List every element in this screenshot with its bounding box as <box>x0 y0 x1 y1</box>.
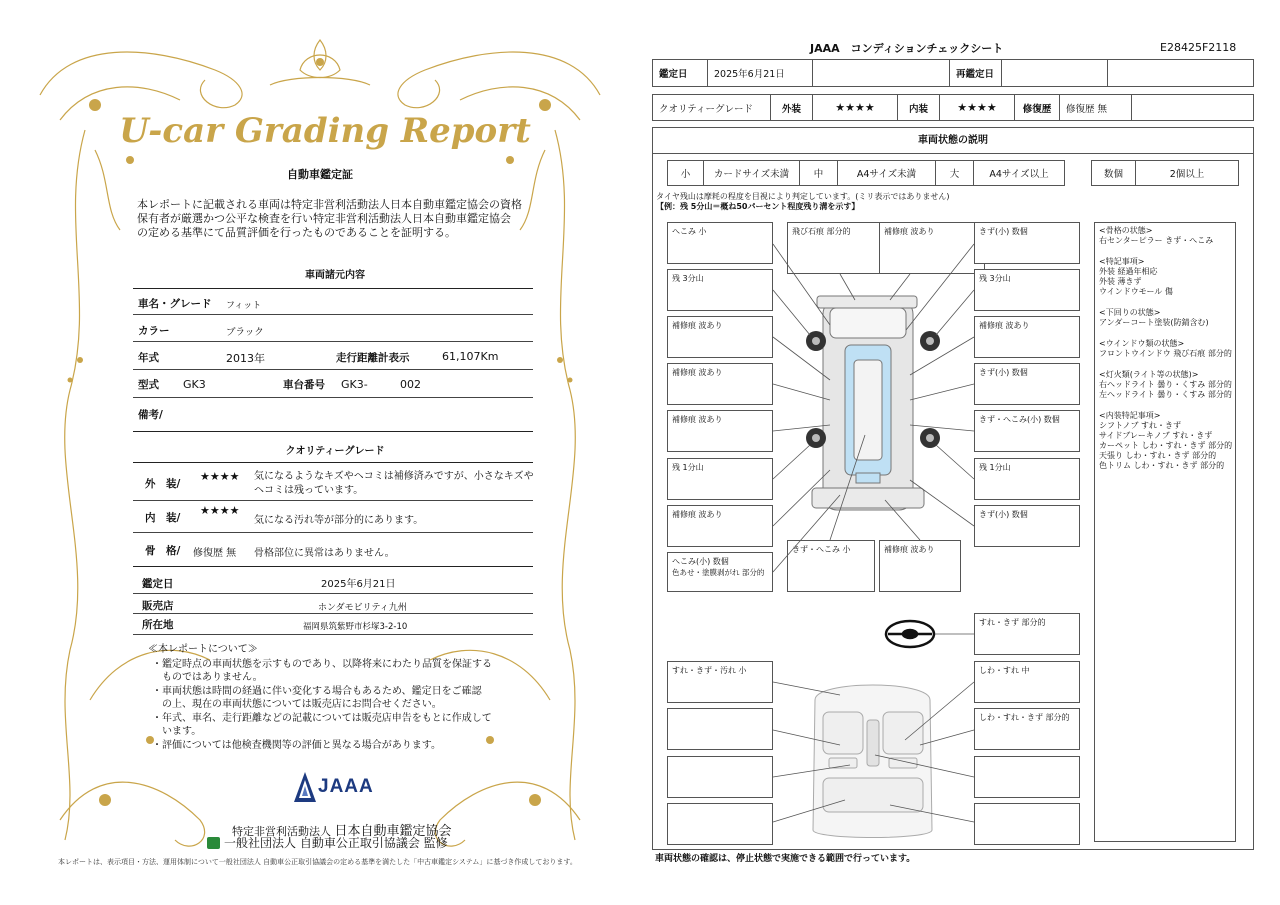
frame-value: 修復歴 無 <box>193 548 237 559</box>
interior-box: すれ・きず・汚れ 小 <box>667 661 773 703</box>
ext-label: 外装 <box>771 95 813 120</box>
note-group-interior: <内装特記事項> シフトノブ すれ・きず サイドブレーキノブ すれ・きず カーペット しわ・すれ・きず 部分的 天張り しわ・すれ・きず 部分的 色トリム しわ・すれ・きず 部分的 <box>1099 411 1233 470</box>
year-value: 2013年 <box>226 352 265 365</box>
divider <box>133 500 533 501</box>
note-group-special: <特記事項> 外装 経過年相応 外装 薄きず ウインドウモール 傷 <box>1099 257 1173 296</box>
frame-description: 骨格部位に異常はありません。 <box>254 548 395 559</box>
divider <box>133 397 533 398</box>
color-label: カラー <box>138 325 170 337</box>
size-legend <box>667 160 1065 186</box>
damage-box: 補修痕 波あり <box>879 222 985 274</box>
chassis-value: GK3- <box>341 378 368 391</box>
interior-label: 内 装/ <box>145 512 181 524</box>
sheet-footer: 車両状態の確認は、停止状態で実施できる範囲で行っています。 <box>655 854 916 864</box>
name-value: フィット <box>226 301 262 311</box>
legend-medium: 中 <box>800 161 838 185</box>
interior-box <box>974 803 1080 845</box>
damage-box: 補修痕 波あり <box>667 505 773 547</box>
svg-text:U-car Grading Report: U-car Grading Report <box>119 111 531 151</box>
exterior-stars: ★★★★ <box>200 470 240 483</box>
divider <box>133 431 533 432</box>
divider <box>133 593 533 594</box>
exterior-description: 気になるようなキズやヘコミは補修済みですが、小さなキズや ヘコミは残っています。 <box>254 471 534 496</box>
int-stars: ★★★★ <box>940 95 1015 120</box>
date-label: 鑑定日 <box>653 60 708 86</box>
address-value: 福岡県筑紫野市杉塚3-2-10 <box>303 622 408 632</box>
note-group-frame: <骨格の状態> 右センターピラー きず・へこみ <box>1099 226 1214 245</box>
legend-count: 数個 <box>1092 161 1136 185</box>
interior-box: しわ・すれ・きず 部分的 <box>974 708 1080 750</box>
repair-value: 修復歴 無 <box>1060 95 1132 120</box>
vehicle-section-title: 車両諸元内容 <box>305 270 365 281</box>
sheet-id: E28425F2118 <box>1160 41 1237 54</box>
note-group-underbody: <下回りの状態> アンダーコート塗装(防錆含む) <box>1099 308 1209 327</box>
quality-section-title: クオリティーグレード <box>285 446 385 457</box>
divider <box>133 341 533 342</box>
model-label: 型式 <box>138 379 159 391</box>
damage-box: へこみ(小) 数個 色あせ・塗膜剥がれ 部分的 <box>667 552 773 592</box>
repair-blank <box>1132 95 1253 120</box>
divider <box>133 566 533 567</box>
panel-title: 車両状態の説明 <box>653 128 1253 154</box>
damage-box: きず・へこみ(小) 数個 <box>974 410 1080 452</box>
dealer-label: 販売店 <box>142 600 174 612</box>
damage-box: 補修痕 波あり <box>667 410 773 452</box>
mileage-value: 61,107Km <box>442 350 499 363</box>
appraisal-date-value: 2025年6月21日 <box>321 579 396 590</box>
interior-description: 気になる汚れ等が部分的にあります。 <box>254 515 424 526</box>
divider <box>133 288 533 289</box>
jaaa-logo: JAAA <box>290 768 380 804</box>
chassis-suffix: 002 <box>400 378 421 391</box>
interior-box <box>974 756 1080 798</box>
certificate-intro: 本レポートに記載される車両は特定非営利活動法人日本自動車鑑定協会の資格 保有者が厳選かつ公平な検査を行い特定非営利活動法人日本自動車鑑定協会 の定める基準にて品質評価を行ったものであることを証明する。 <box>137 198 522 239</box>
date-row <box>652 59 1254 87</box>
reappraisal-blank <box>1108 60 1253 86</box>
interior-box <box>667 803 773 845</box>
jaaa-emblem-icon <box>292 770 318 804</box>
legend-small-desc: カードサイズ未満 <box>704 161 800 185</box>
damage-box: 補修痕 波あり <box>667 363 773 405</box>
damage-box: きず(小) 数個 <box>974 505 1080 547</box>
reappraisal-value <box>1002 60 1108 86</box>
legend-small: 小 <box>668 161 704 185</box>
divider <box>133 532 533 533</box>
note-group-windows: <ウインドウ類の状態> フロントウインドウ 飛び石痕 部分的 <box>1099 339 1232 358</box>
interior-box: すれ・きず 部分的 <box>974 613 1080 655</box>
tire-box: 残 3分山 <box>974 269 1080 311</box>
interior-box <box>667 756 773 798</box>
ext-stars: ★★★★ <box>813 95 898 120</box>
damage-box: きず・へこみ 小 <box>787 540 875 592</box>
dealer-value: ホンダモビリティ九州 <box>318 603 407 613</box>
remarks-label: 備考/ <box>138 409 163 421</box>
certificate-subtitle: 自動車鑑定証 <box>287 168 353 181</box>
damage-box: 補修痕 波あり <box>667 316 773 358</box>
tire-box: 残 1分山 <box>974 458 1080 500</box>
grade-label: クオリティーグレード <box>653 95 771 120</box>
damage-box: きず(小) 数個 <box>974 222 1080 264</box>
mileage-label: 走行距離計表示 <box>336 352 410 364</box>
tire-note: タイヤ残山は摩耗の程度を目視により判定しています。(ミリ表示ではありません) 【例：残 5分山＝概ね50パーセント程度残り溝を示す】 <box>656 192 950 211</box>
interior-stars: ★★★★ <box>200 504 240 517</box>
reappraisal-label: 再鑑定日 <box>950 60 1002 86</box>
address-label: 所在地 <box>142 619 174 631</box>
fair-trade-council-icon <box>207 837 220 849</box>
damage-box: 補修痕 波あり <box>879 540 961 592</box>
grade-row <box>652 94 1254 121</box>
divider <box>133 634 533 635</box>
repair-label: 修復歴 <box>1015 95 1060 120</box>
frame-label: 骨 格/ <box>145 545 181 557</box>
exterior-label: 外 装/ <box>145 478 181 490</box>
legend-large: 大 <box>936 161 974 185</box>
damage-box: きず(小) 数個 <box>974 363 1080 405</box>
divider <box>133 462 533 463</box>
legend-large-desc: A4サイズ以上 <box>989 169 1049 180</box>
divider <box>133 613 533 614</box>
chassis-label: 車台番号 <box>283 379 325 391</box>
supervising-org: 一般社団法人 自動車公正取引協議会 監修 <box>207 834 448 851</box>
tire-box: 残 1分山 <box>667 458 773 500</box>
interior-box <box>667 708 773 750</box>
association-name: 特定非営利活動法人 日本自動車鑑定協会 <box>232 824 452 839</box>
date-blank <box>813 60 950 86</box>
color-value: ブラック <box>226 327 264 338</box>
ucar-grading-report-logo <box>119 100 531 162</box>
appraisal-date-label: 鑑定日 <box>142 578 174 590</box>
tire-box: 残 3分山 <box>667 269 773 311</box>
damage-box: へこみ 小 <box>667 222 773 264</box>
condition-check-sheet <box>640 0 1280 905</box>
legend-medium-desc: A4サイズ未満 <box>838 161 936 185</box>
sheet-title: JAAA コンディションチェックシート <box>810 42 1004 55</box>
int-label: 内装 <box>898 95 940 120</box>
divider <box>133 369 533 370</box>
report-notes: ≪本レポートについて≫ ・鑑定時点の車両状態を示すものであり、以降将来にわたり品質を保証する ものではありません。 ・車両状態は時間の経過に伴い変化する場合もあるため、鑑定日をご確認 の上、現在の車両状態については販売店にお問合せください。 ・年式、車名、走行距離などの記載については販売店申告をもとに作成して います。 ・評価については他検査機関等の評価と異なる場合があります。 <box>148 644 492 751</box>
year-label: 年式 <box>138 352 159 364</box>
date-value: 2025年6月21日 <box>708 60 813 86</box>
legend-count-desc: 2個以上 <box>1169 169 1205 180</box>
model-value: GK3 <box>183 378 206 391</box>
damage-box: 飛び石痕 部分的 <box>787 222 893 274</box>
name-label: 車名・グレード <box>138 298 212 310</box>
divider <box>133 314 533 315</box>
certificate-footnote: 本レポートは、表示項目・方法、運用体制について一般社団法人 自動車公正取引協議会の定める基準を満たした「中古車鑑定システム」に基づき作成しております。 <box>58 858 577 866</box>
damage-box: 補修痕 波あり <box>974 316 1080 358</box>
interior-box: しわ・すれ 中 <box>974 661 1080 703</box>
count-legend <box>1091 160 1239 186</box>
note-group-lights: <灯火類(ライト等の状態)> 右ヘッドライト 曇り・くすみ 部分的 左ヘッドライト 曇り・くすみ 部分的 <box>1099 370 1232 399</box>
special-notes-panel <box>1094 222 1236 842</box>
